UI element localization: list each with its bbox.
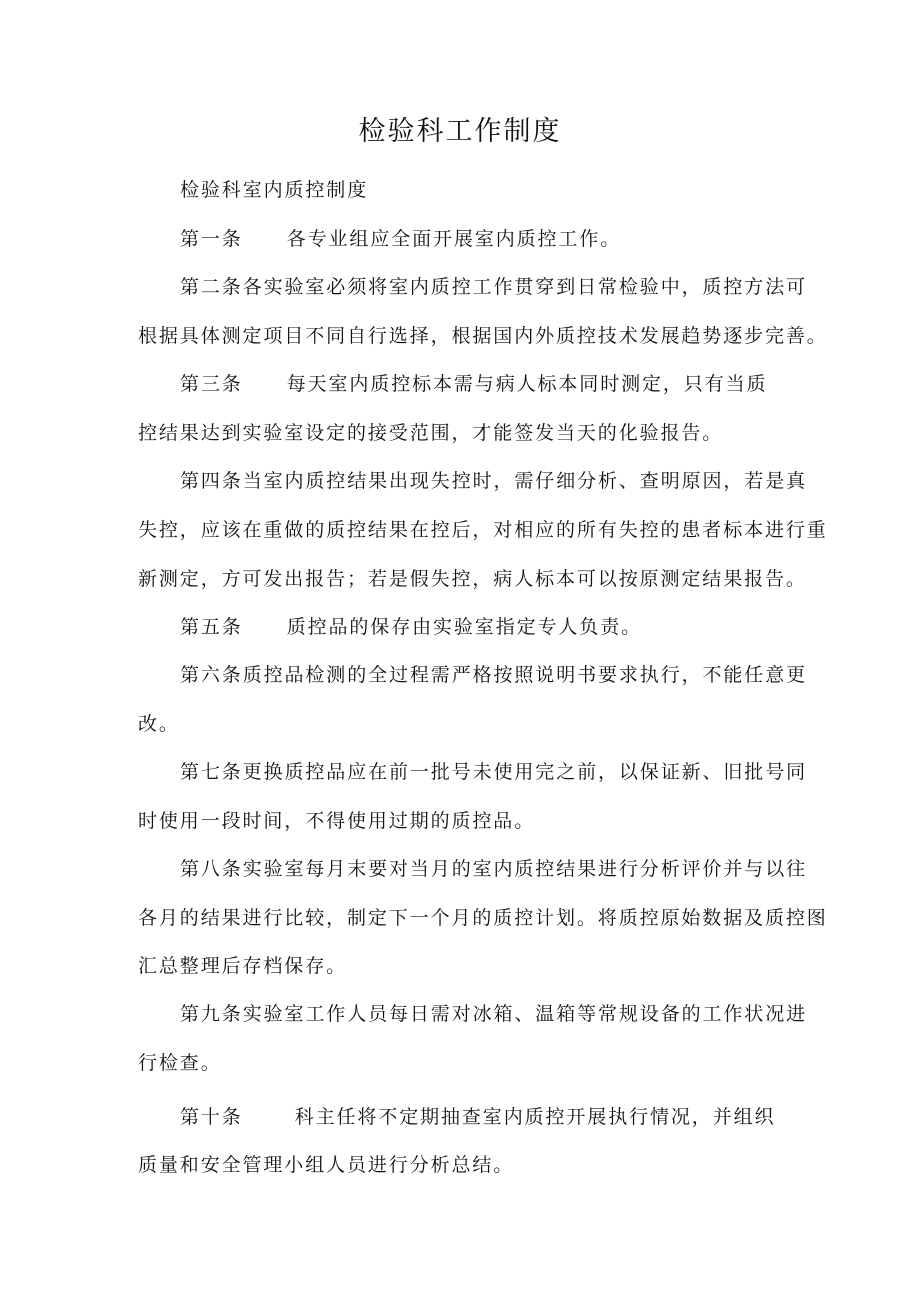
- article-6-line-1: 第六条质控品检测的全过程需严格按照说明书要求执行，不能任意更: [180, 664, 808, 686]
- article-2-line-1: 第二条各实验室必须将室内质控工作贯穿到日常检验中，质控方法可: [180, 276, 808, 298]
- article-4-line-3: 新测定，方可发出报告；若是假失控，病人标本可以按原测定结果报告。: [138, 568, 807, 590]
- article-4-line-1: 第四条当室内质控结果出现失控时，需仔细分析、查明原因，若是真: [180, 470, 808, 492]
- article-6-line-2: 改。: [138, 713, 180, 735]
- article-8-line-2: 各月的结果进行比较，制定下一个月的质控计划。将质控原始数据及质控图: [138, 907, 828, 929]
- article-3-line-2: 控结果达到实验室设定的接受范围，才能签发当天的化验报告。: [138, 422, 724, 444]
- article-8-line-1: 第八条实验室每月末要对当月的室内质控结果进行分析评价并与以往: [180, 858, 808, 880]
- article-text: 每天室内质控标本需与病人标本同时测定，只有当质: [286, 373, 768, 395]
- article-label: 第五条: [180, 616, 243, 638]
- section-heading: 检验科室内质控制度: [180, 179, 369, 201]
- article-text: 科主任将不定期抽查室内质控开展执行情况，并组织: [294, 1106, 776, 1128]
- article-4-line-2: 失控，应该在重做的质控结果在控后，对相应的所有失控的患者标本进行重: [138, 519, 828, 541]
- article-1: [180, 224, 621, 254]
- article-10-line-2: 质量和安全管理小组人员进行分析总结。: [138, 1154, 515, 1176]
- article-3: [180, 369, 767, 399]
- article-label: 第一条: [180, 228, 243, 250]
- article-text: 质控品的保存由实验室指定专人负责。: [286, 616, 643, 638]
- article-5: [180, 612, 642, 642]
- article-label: 第三条: [180, 373, 243, 395]
- article-text: 各专业组应全面开展室内质控工作。: [286, 228, 622, 250]
- article-10: [180, 1102, 775, 1132]
- article-label: 第十条: [180, 1106, 243, 1128]
- article-9-line-1: 第九条实验室工作人员每日需对冰箱、温箱等常规设备的工作状况进: [180, 1003, 808, 1025]
- article-9-line-2: 行检查。: [138, 1052, 222, 1074]
- document-title: 检验科工作制度: [358, 116, 562, 147]
- article-7-line-1: 第七条更换质控品应在前一批号未使用完之前，以保证新、旧批号同: [180, 761, 808, 783]
- article-2-line-2: 根据具体测定项目不同自行选择，根据国内外质控技术发展趋势逐步完善。: [138, 325, 828, 347]
- article-8-line-3: 汇总整理后存档保存。: [138, 955, 348, 977]
- article-7-line-2: 时使用一段时间，不得使用过期的质控品。: [138, 810, 536, 832]
